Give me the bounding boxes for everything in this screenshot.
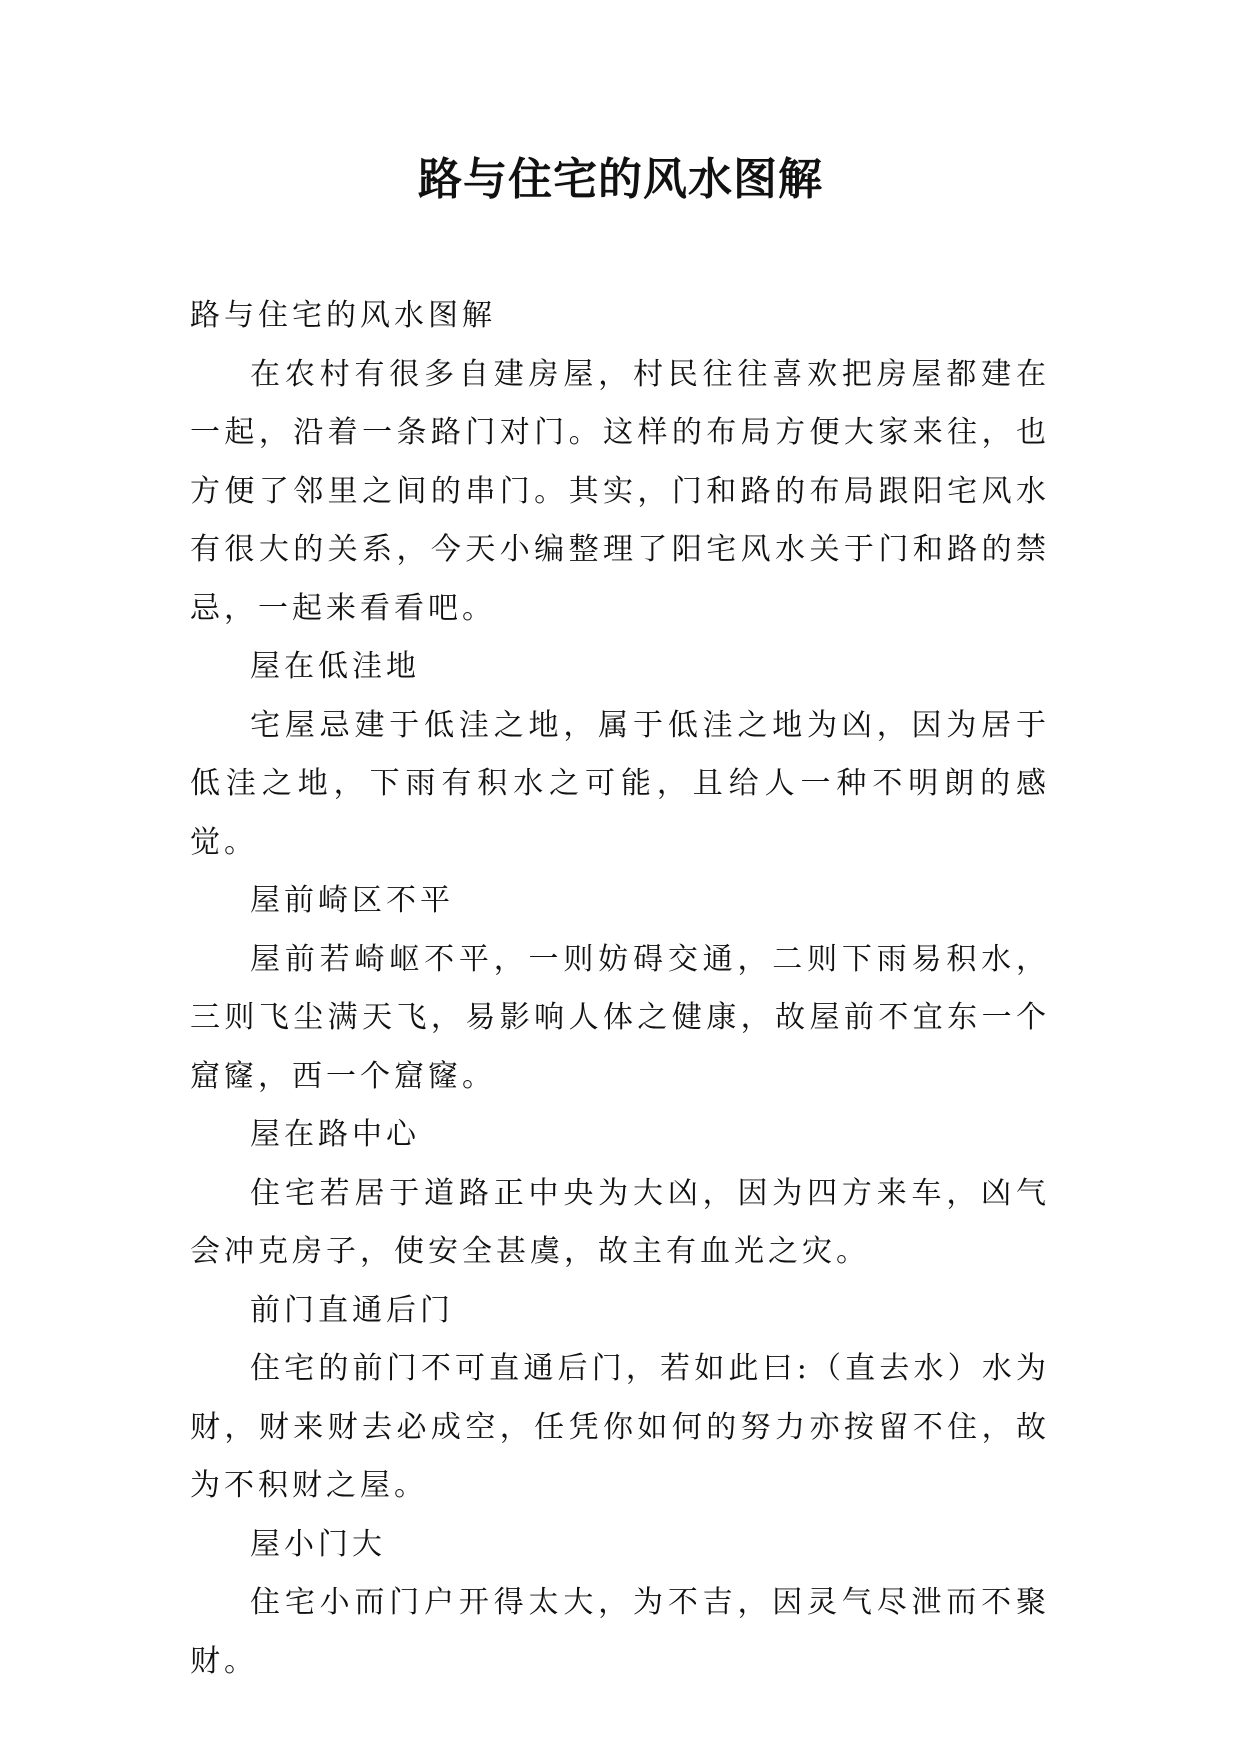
section-heading-front-back-door: 前门直通后门 bbox=[250, 1292, 454, 1328]
section-text-uneven-front: 屋前若崎岖不平，一则妨碍交通，二则下雨易积水，三则飞尘满天飞，易影响人体之健康，故屋前不宜东一个窟窿，西一个窟窿。 bbox=[190, 941, 1050, 1094]
section-heading-low-land: 屋在低洼地 bbox=[250, 649, 420, 684]
section-heading-uneven-front: 屋前崎区不平 bbox=[250, 883, 454, 918]
section-text-front-back-door: 住宅的前门不可直通后门，若如此曰:（直去水）水为财，财来财去必成空，任凭你如何的努力亦按留不住，故为不积财之屋。 bbox=[190, 1351, 1050, 1503]
section-heading-small-house-big-door: 屋小门大 bbox=[250, 1526, 386, 1562]
section-text-road-center: 住宅若居于道路正中央为大凶，因为四方来车，凶气会冲克房子，使安全甚虞，故主有血光之灾。 bbox=[190, 1175, 1050, 1269]
intro-paragraph: 在农村有很多自建房屋，村民往往喜欢把房屋都建在一起，沿着一条路门对门。这样的布局方便大家来往，也方便了邻里之间的串门。其实，门和路的布局跟阳宅风水有很大的关系，今天小编整理了阳宅风水关于门和路的禁忌，一起来看看吧。 bbox=[190, 356, 1050, 626]
document-title: 路与住宅的风水图解 bbox=[418, 154, 823, 205]
subtitle-line: 路与住宅的风水图解 bbox=[190, 298, 496, 333]
section-text-small-house-big-door: 住宅小而门户开得太大，为不吉，因灵气尽泄而不聚财。 bbox=[190, 1585, 1050, 1679]
section-heading-road-center: 屋在路中心 bbox=[250, 1117, 420, 1152]
document-body bbox=[190, 287, 1050, 1691]
section-text-low-land: 宅屋忌建于低洼之地，属于低洼之地为凶，因为居于低洼之地，下雨有积水之可能，且给人一种不明朗的感觉。 bbox=[190, 707, 1050, 860]
